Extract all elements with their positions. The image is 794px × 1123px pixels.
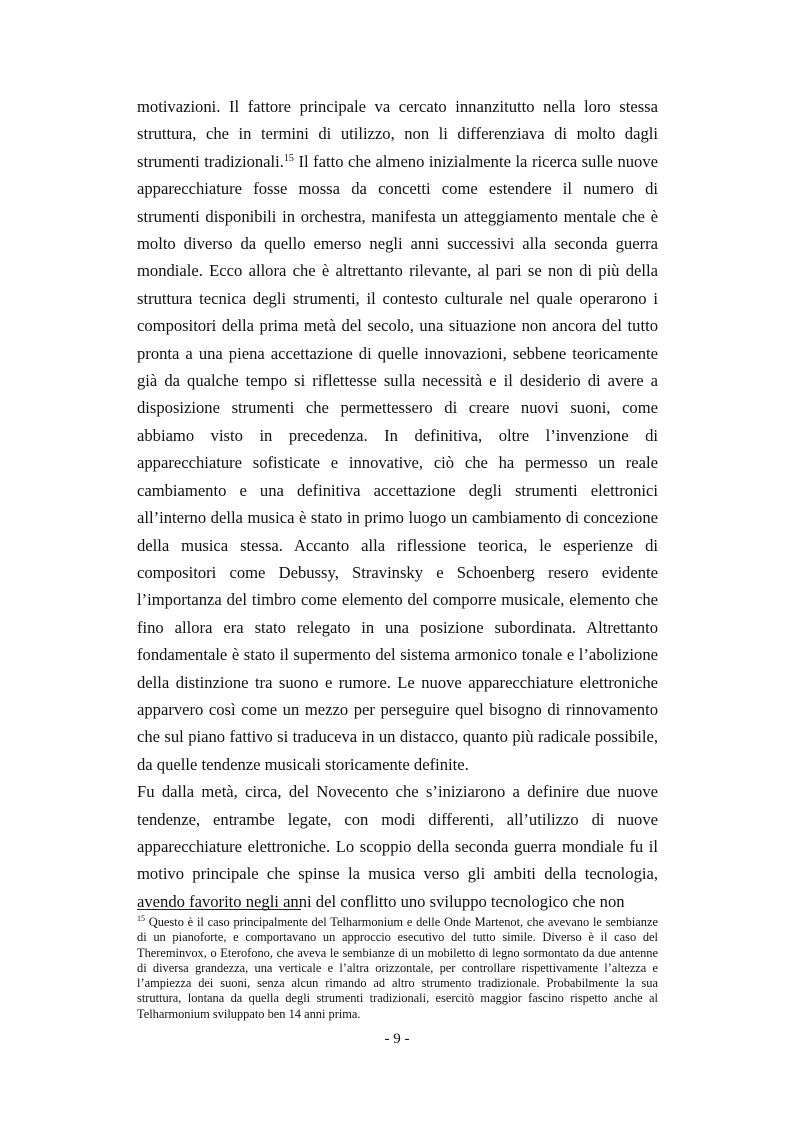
- paragraph-1-part-1: motivazioni. Il fattore principale va cercato innanzitutto nella loro stessa struttura, che in termini di utilizzo, non li differenziava di molto dagli strumenti tradizionali.: [137, 97, 658, 171]
- footnote-15: [137, 915, 658, 1022]
- footnote-text: Questo è il caso principalmente del Telharmonium e delle Onde Martenot, che avevano le sembianze di un pianoforte, e comportavano un approccio esecutivo del tutto simile. Diverso è il caso del Thereminvox, o Eterofono, che aveva le sembianze di un mobiletto di legno sormontato da due antenne di diversa grandezza, una verticale e l’altra orizzontale, per controllare rispettivamente l’altezza e l’ampiezza dei suoni, senza alcun rimando ad altro strumento tradizionale. Probabilmente la sua struttura, lontana da quella degli strumenti tradizionali, esercitò maggior fascino rispetto anche al Telharmonium sviluppato ben 14 anni prima.: [137, 915, 658, 1021]
- footnote-separator: [137, 909, 301, 910]
- paragraph-1-part-2: Il fatto che almeno inizialmente la ricerca sulle nuove apparecchiature fosse mossa da concetti come estendere il numero di strumenti disponibili in orchestra, manifesta un atteggiamento mentale che è molto diverso da quello emerso negli anni successivi alla seconda guerra mondiale. Ecco allora che è altrettanto rilevante, al pari se non di più della struttura tecnica degli strumenti, il contesto culturale nel quale operarono i compositori della prima metà del secolo, una situazione non ancora del tutto pronta a una piena accettazione di quelle innovazioni, sebbene teoricamente già da qualche tempo si riflettesse sulla necessità e il desiderio di avere a disposizione strumenti che permettessero di creare nuovi suoni, come abbiamo visto in precedenza. In definitiva, oltre l’invenzione di apparecchiature sofisticate e innovative, ciò che ha permesso un reale cambiamento e una definitiva accettazione degli strumenti elettronici all’interno della musica è stato in primo luogo un cambiamento di concezione della musica stessa. Accanto alla riflessione teorica, le esperienze di compositori come Debussy, Stravinsky e Schoenberg resero evidente l’importanza del timbro come elemento del comporre musicale, elemento che fino allora era stato relegato in una posizione subordinata. Altrettanto fondamentale è stato il supermento del sistema armonico tonale e l’abolizione della distinzione tra suono e rumore. Le nuove apparecchiature elettroniche apparvero così come un mezzo per perseguire quel bisogno di rinnovamento che sul piano fattivo si traduceva in un distacco, quanto più radicale possibile, da quelle tendenze musicali storicamente definite.: [137, 151, 658, 774]
- paragraph-2: Fu dalla metà, circa, del Novecento che s’iniziarono a definire due nuove tendenze, entrambe legate, con modi differenti, all’utilizzo di nuove apparecchiature elettroniche. Lo scoppio della seconda guerra mondiale fu il motivo principale che spinse la musica verso gli ambiti della tecnologia, avendo favorito negli anni del conflitto uno sviluppo tecnologico che non: [137, 782, 658, 911]
- page-number: - 9 -: [384, 1031, 410, 1047]
- footnote-number: 15: [137, 914, 145, 923]
- paragraph-1: [137, 93, 658, 778]
- body-text: [137, 93, 658, 915]
- footnote-reference-15[interactable]: 15: [283, 152, 294, 164]
